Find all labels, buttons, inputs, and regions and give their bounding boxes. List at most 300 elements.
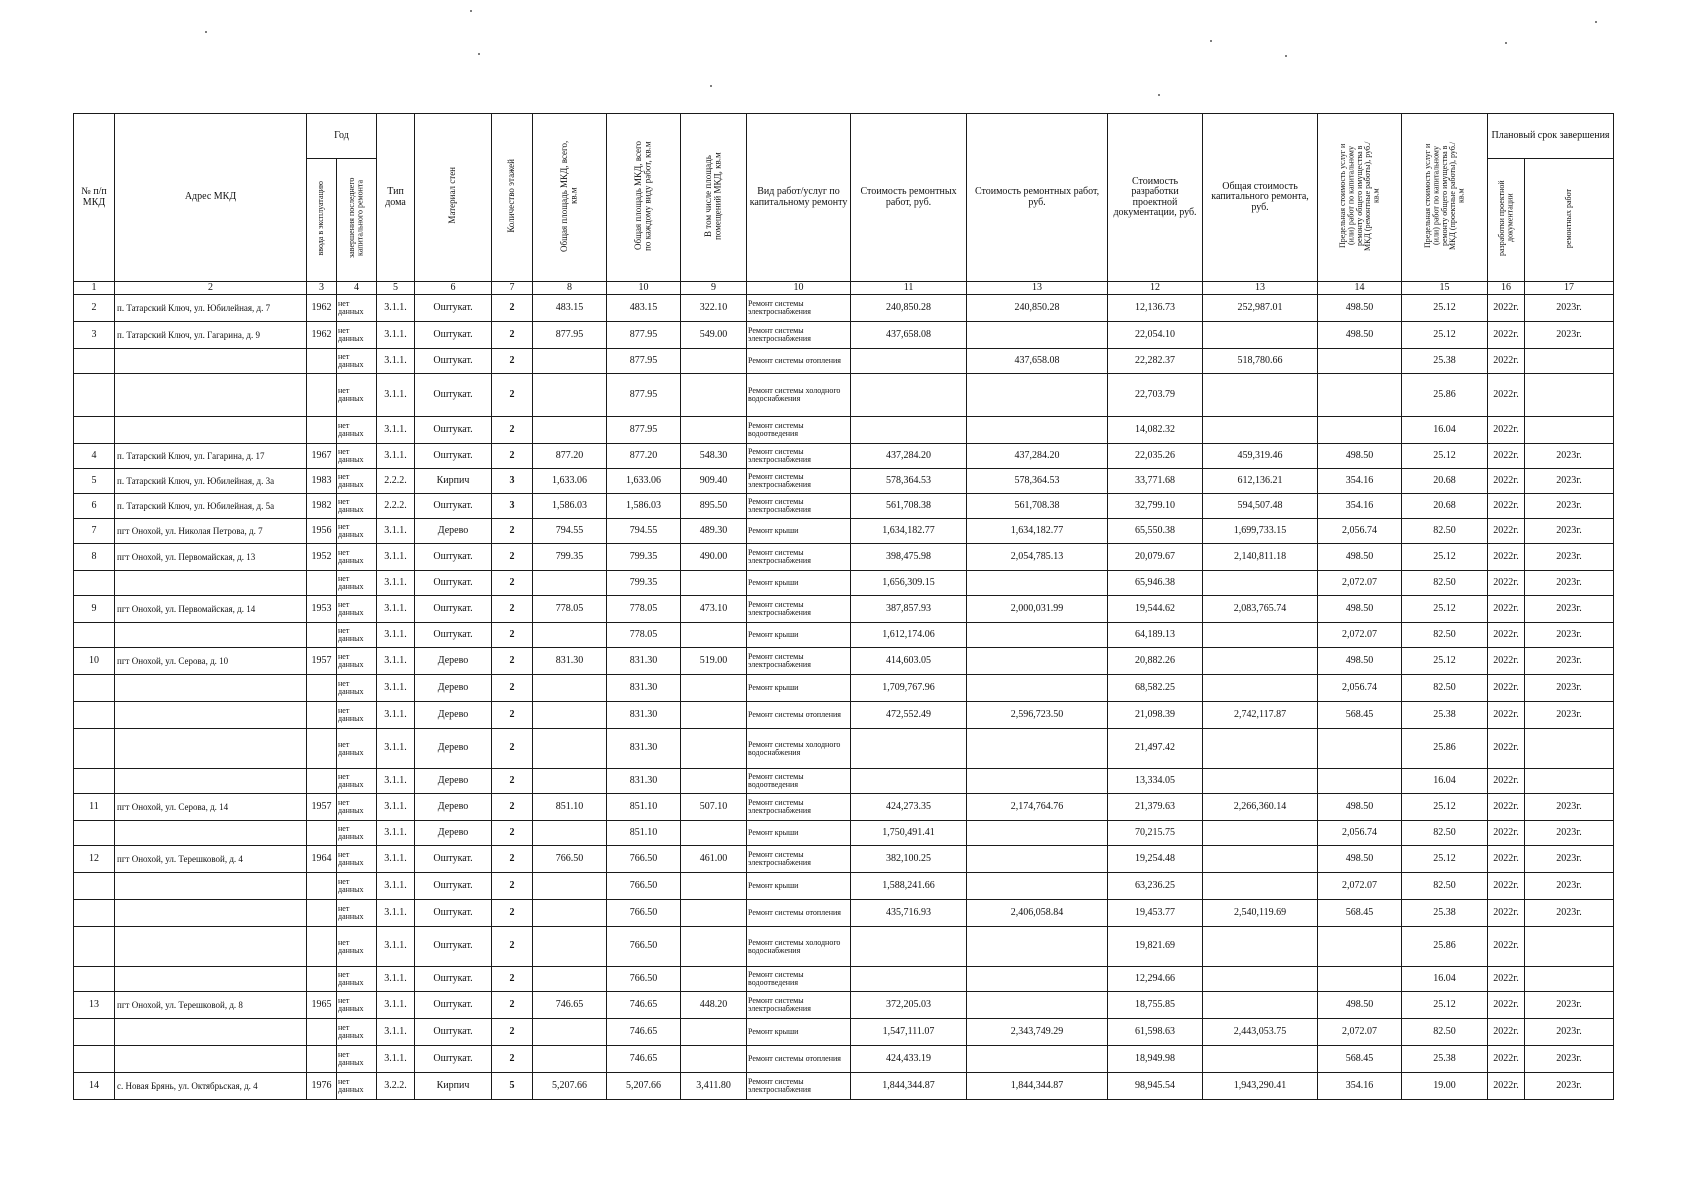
cell-house-type: 3.2.2.: [377, 1073, 415, 1100]
cell-year-last-repair: нет данных: [337, 675, 377, 702]
cell-total-cost: [1203, 322, 1318, 349]
cell-repair-cost: 1,656,309.15: [851, 571, 967, 596]
cell-work-type: Ремонт системы холодного водоснабжения: [747, 374, 851, 417]
cell-repair-cost-total: 2,343,749.29: [967, 1019, 1108, 1046]
cell-house-type: 3.1.1.: [377, 544, 415, 571]
cell-deadline-repair: 2023г.: [1525, 571, 1614, 596]
cell-total-cost: [1203, 648, 1318, 675]
cell-limit-design: 82.50: [1402, 571, 1488, 596]
cell-premises-area: 461.00: [681, 846, 747, 873]
cell-year-last-repair: нет данных: [337, 729, 377, 769]
cell-house-type: 3.1.1.: [377, 322, 415, 349]
cell-floors: 2: [492, 675, 533, 702]
cell-area-by-work: 746.65: [607, 992, 681, 1019]
cell-year-last-repair: нет данных: [337, 469, 377, 494]
cell-house-type: 3.1.1.: [377, 927, 415, 967]
cell-total-area: [533, 873, 607, 900]
cell-wall-material: Кирпич: [415, 1073, 492, 1100]
cell-house-type: 2.2.2.: [377, 494, 415, 519]
cell-total-area: [533, 900, 607, 927]
cell-premises-area: 489.30: [681, 519, 747, 544]
cell-total-area: 851.10: [533, 794, 607, 821]
table-row: [74, 729, 1614, 769]
cell-limit-repair: 568.45: [1318, 702, 1402, 729]
cell-total-cost: 459,319.46: [1203, 444, 1318, 469]
cell-house-type: 3.1.1.: [377, 702, 415, 729]
cell-limit-design: 25.12: [1402, 992, 1488, 1019]
cell-year-last-repair: нет данных: [337, 794, 377, 821]
cell-house-type: 3.1.1.: [377, 967, 415, 992]
cell-house-type: 3.1.1.: [377, 769, 415, 794]
cell-deadline-repair: 2023г.: [1525, 1073, 1614, 1100]
cell-house-type: 3.1.1.: [377, 794, 415, 821]
cell-limit-design: 25.12: [1402, 648, 1488, 675]
cell-wall-material: Дерево: [415, 519, 492, 544]
cell-repair-cost: 424,273.35: [851, 794, 967, 821]
cell-area-by-work: 877.20: [607, 444, 681, 469]
cell-address: п. Татарский Ключ, ул. Юбилейная, д. 7: [115, 295, 307, 322]
cell-row-number: [74, 873, 115, 900]
cell-row-number: [74, 702, 115, 729]
cell-premises-area: [681, 821, 747, 846]
cell-repair-cost-total: 2,596,723.50: [967, 702, 1108, 729]
cell-deadline-repair: [1525, 374, 1614, 417]
column-number: 4: [337, 282, 377, 295]
cell-year-commission: [307, 349, 337, 374]
cell-wall-material: Оштукат.: [415, 846, 492, 873]
cell-floors: 2: [492, 967, 533, 992]
table-row: [74, 821, 1614, 846]
cell-house-type: 3.1.1.: [377, 992, 415, 1019]
header-design-cost: Стоимость разработки проектной документации, руб.: [1108, 114, 1203, 282]
cell-premises-area: 490.00: [681, 544, 747, 571]
table-row: [74, 648, 1614, 675]
cell-total-area: 1,586.03: [533, 494, 607, 519]
cell-total-area: [533, 967, 607, 992]
scan-speck: [470, 10, 472, 12]
cell-limit-repair: 498.50: [1318, 444, 1402, 469]
cell-deadline-design: 2022г.: [1488, 967, 1525, 992]
cell-year-commission: 1976: [307, 1073, 337, 1100]
cell-deadline-repair: 2023г.: [1525, 821, 1614, 846]
cell-total-area: 831.30: [533, 648, 607, 675]
cell-total-area: 794.55: [533, 519, 607, 544]
cell-row-number: [74, 675, 115, 702]
cell-limit-design: 25.86: [1402, 729, 1488, 769]
cell-premises-area: [681, 967, 747, 992]
cell-repair-cost-total: [967, 769, 1108, 794]
cell-design-cost: 22,054.10: [1108, 322, 1203, 349]
cell-limit-design: 20.68: [1402, 469, 1488, 494]
table-row: [74, 927, 1614, 967]
cell-repair-cost-total: 561,708.38: [967, 494, 1108, 519]
cell-repair-cost-total: [967, 927, 1108, 967]
cell-work-type: Ремонт системы электроснабжения: [747, 295, 851, 322]
cell-repair-cost-total: 1,634,182.77: [967, 519, 1108, 544]
cell-house-type: 3.1.1.: [377, 873, 415, 900]
cell-deadline-design: 2022г.: [1488, 821, 1525, 846]
cell-limit-repair: 2,072.07: [1318, 623, 1402, 648]
cell-limit-design: 25.12: [1402, 846, 1488, 873]
cell-limit-repair: [1318, 967, 1402, 992]
cell-deadline-repair: 2023г.: [1525, 1046, 1614, 1073]
cell-design-cost: 18,755.85: [1108, 992, 1203, 1019]
header-total-area: Общая площадь МКД, всего, кв.м: [533, 114, 607, 282]
cell-year-last-repair: нет данных: [337, 702, 377, 729]
cell-deadline-design: 2022г.: [1488, 648, 1525, 675]
cell-house-type: 3.1.1.: [377, 729, 415, 769]
cell-total-area: [533, 675, 607, 702]
cell-address: пгт Онохой, ул. Серова, д. 14: [115, 794, 307, 821]
cell-total-area: [533, 729, 607, 769]
header-area-by-work: Общая площадь МКД, всего по каждому виду работ, кв.м: [607, 114, 681, 282]
cell-house-type: 3.1.1.: [377, 519, 415, 544]
cell-deadline-design: 2022г.: [1488, 900, 1525, 927]
cell-total-cost: [1203, 821, 1318, 846]
cell-repair-cost-total: 2,406,058.84: [967, 900, 1108, 927]
cell-limit-design: 82.50: [1402, 519, 1488, 544]
cell-repair-cost-total: 2,054,785.13: [967, 544, 1108, 571]
cell-wall-material: Кирпич: [415, 469, 492, 494]
cell-work-type: Ремонт системы электроснабжения: [747, 846, 851, 873]
cell-total-area: 5,207.66: [533, 1073, 607, 1100]
cell-year-last-repair: нет данных: [337, 322, 377, 349]
cell-row-number: [74, 374, 115, 417]
cell-year-last-repair: нет данных: [337, 295, 377, 322]
cell-floors: 2: [492, 900, 533, 927]
cell-premises-area: [681, 873, 747, 900]
cell-floors: 3: [492, 469, 533, 494]
cell-deadline-design: 2022г.: [1488, 623, 1525, 648]
cell-design-cost: 19,821.69: [1108, 927, 1203, 967]
cell-repair-cost: [851, 769, 967, 794]
cell-total-cost: 252,987.01: [1203, 295, 1318, 322]
cell-repair-cost-total: [967, 648, 1108, 675]
scan-speck: [205, 31, 207, 33]
cell-deadline-design: 2022г.: [1488, 702, 1525, 729]
cell-deadline-repair: 2023г.: [1525, 648, 1614, 675]
cell-year-commission: [307, 873, 337, 900]
cell-area-by-work: 766.50: [607, 873, 681, 900]
cell-year-last-repair: нет данных: [337, 769, 377, 794]
cell-floors: 5: [492, 1073, 533, 1100]
cell-floors: 2: [492, 519, 533, 544]
cell-house-type: 2.2.2.: [377, 469, 415, 494]
cell-total-area: [533, 623, 607, 648]
cell-premises-area: [681, 1019, 747, 1046]
cell-address: пгт Онохой, ул. Первомайская, д. 13: [115, 544, 307, 571]
cell-total-cost: [1203, 927, 1318, 967]
cell-repair-cost-total: [967, 729, 1108, 769]
cell-deadline-repair: 2023г.: [1525, 596, 1614, 623]
cell-row-number: [74, 349, 115, 374]
header-premises-area: В том числе площадь помещений МКД, кв.м: [681, 114, 747, 282]
cell-work-type: Ремонт системы электроснабжения: [747, 444, 851, 469]
cell-row-number: 14: [74, 1073, 115, 1100]
cell-floors: 2: [492, 992, 533, 1019]
cell-house-type: 3.1.1.: [377, 571, 415, 596]
table-body: [74, 295, 1614, 1100]
table-row: [74, 846, 1614, 873]
column-number: 10: [747, 282, 851, 295]
cell-work-type: Ремонт крыши: [747, 519, 851, 544]
cell-area-by-work: 851.10: [607, 821, 681, 846]
header-year-last-repair: завершения последнего капитального ремонта: [337, 159, 377, 282]
cell-repair-cost-total: [967, 322, 1108, 349]
cell-repair-cost-total: [967, 571, 1108, 596]
cell-deadline-repair: [1525, 417, 1614, 444]
table-row: [74, 469, 1614, 494]
cell-deadline-design: 2022г.: [1488, 374, 1525, 417]
cell-row-number: 11: [74, 794, 115, 821]
cell-repair-cost: 437,284.20: [851, 444, 967, 469]
cell-floors: 2: [492, 702, 533, 729]
header-material: Материал стен: [415, 114, 492, 282]
cell-work-type: Ремонт системы водоотведения: [747, 769, 851, 794]
cell-house-type: 3.1.1.: [377, 295, 415, 322]
cell-row-number: [74, 967, 115, 992]
header-limit-repair: Предельная стоимость услуг и (или) работ по капитальному ремонту общего имущества в МКД (ремонтные работы), руб./кв.м: [1318, 114, 1402, 282]
cell-repair-cost: [851, 729, 967, 769]
cell-year-last-repair: нет данных: [337, 1019, 377, 1046]
cell-year-commission: 1982: [307, 494, 337, 519]
cell-area-by-work: 877.95: [607, 322, 681, 349]
cell-design-cost: 65,946.38: [1108, 571, 1203, 596]
cell-total-cost: 1,699,733.15: [1203, 519, 1318, 544]
cell-deadline-repair: 2023г.: [1525, 675, 1614, 702]
cell-premises-area: 548.30: [681, 444, 747, 469]
cell-year-last-repair: нет данных: [337, 992, 377, 1019]
cell-limit-repair: 2,056.74: [1318, 675, 1402, 702]
cell-limit-repair: 354.16: [1318, 494, 1402, 519]
cell-limit-repair: 354.16: [1318, 469, 1402, 494]
cell-premises-area: 895.50: [681, 494, 747, 519]
cell-deadline-repair: 2023г.: [1525, 873, 1614, 900]
cell-floors: 2: [492, 648, 533, 675]
cell-area-by-work: 851.10: [607, 794, 681, 821]
cell-address: [115, 675, 307, 702]
column-number: 8: [533, 282, 607, 295]
cell-deadline-repair: 2023г.: [1525, 702, 1614, 729]
cell-total-cost: 2,742,117.87: [1203, 702, 1318, 729]
column-number: 5: [377, 282, 415, 295]
cell-total-cost: 2,443,053.75: [1203, 1019, 1318, 1046]
cell-limit-design: 25.12: [1402, 596, 1488, 623]
cell-address: пгт Онохой, ул. Серова, д. 10: [115, 648, 307, 675]
cell-repair-cost: 472,552.49: [851, 702, 967, 729]
cell-deadline-repair: 2023г.: [1525, 444, 1614, 469]
cell-deadline-design: 2022г.: [1488, 494, 1525, 519]
cell-repair-cost-total: 240,850.28: [967, 295, 1108, 322]
cell-limit-repair: 2,072.07: [1318, 1019, 1402, 1046]
cell-year-commission: 1952: [307, 544, 337, 571]
header-year: Год: [307, 114, 377, 159]
cell-limit-repair: 2,072.07: [1318, 571, 1402, 596]
cell-deadline-design: 2022г.: [1488, 349, 1525, 374]
cell-total-area: 799.35: [533, 544, 607, 571]
cell-repair-cost: 424,433.19: [851, 1046, 967, 1073]
table-row: [74, 1046, 1614, 1073]
cell-repair-cost-total: [967, 967, 1108, 992]
cell-design-cost: 70,215.75: [1108, 821, 1203, 846]
table-row: [74, 769, 1614, 794]
cell-row-number: [74, 927, 115, 967]
scan-speck: [1505, 42, 1507, 44]
cell-floors: 2: [492, 544, 533, 571]
column-number: 13: [967, 282, 1108, 295]
cell-work-type: Ремонт системы холодного водоснабжения: [747, 927, 851, 967]
column-number: 3: [307, 282, 337, 295]
cell-work-type: Ремонт системы электроснабжения: [747, 596, 851, 623]
column-number: 10: [607, 282, 681, 295]
cell-floors: 2: [492, 623, 533, 648]
table-row: [74, 322, 1614, 349]
cell-limit-repair: 568.45: [1318, 900, 1402, 927]
cell-design-cost: 65,550.38: [1108, 519, 1203, 544]
cell-limit-design: 25.86: [1402, 927, 1488, 967]
cell-work-type: Ремонт системы отопления: [747, 702, 851, 729]
cell-total-area: [533, 927, 607, 967]
cell-wall-material: Оштукат.: [415, 900, 492, 927]
cell-year-last-repair: нет данных: [337, 444, 377, 469]
cell-floors: 2: [492, 417, 533, 444]
cell-design-cost: 21,379.63: [1108, 794, 1203, 821]
table-row: [74, 992, 1614, 1019]
cell-deadline-design: 2022г.: [1488, 469, 1525, 494]
cell-area-by-work: 799.35: [607, 571, 681, 596]
cell-limit-repair: [1318, 927, 1402, 967]
cell-design-cost: 13,334.05: [1108, 769, 1203, 794]
cell-year-commission: 1967: [307, 444, 337, 469]
cell-repair-cost: [851, 349, 967, 374]
cell-premises-area: 473.10: [681, 596, 747, 623]
cell-year-commission: 1957: [307, 648, 337, 675]
cell-deadline-design: 2022г.: [1488, 571, 1525, 596]
cell-deadline-repair: 2023г.: [1525, 623, 1614, 648]
column-number: 13: [1203, 282, 1318, 295]
cell-floors: 2: [492, 444, 533, 469]
cell-floors: 2: [492, 322, 533, 349]
cell-work-type: Ремонт системы отопления: [747, 1046, 851, 1073]
cell-design-cost: 64,189.13: [1108, 623, 1203, 648]
cell-row-number: 2: [74, 295, 115, 322]
cell-house-type: 3.1.1.: [377, 417, 415, 444]
cell-design-cost: 22,035.26: [1108, 444, 1203, 469]
cell-row-number: [74, 821, 115, 846]
header-limit-design: Предельная стоимость услуг и (или) работ по капитальному ремонту общего имущества в МКД (проектные работы), руб./кв.м: [1402, 114, 1488, 282]
cell-limit-repair: [1318, 729, 1402, 769]
cell-row-number: [74, 900, 115, 927]
cell-total-cost: [1203, 967, 1318, 992]
cell-deadline-repair: 2023г.: [1525, 519, 1614, 544]
header-year-commission: ввода в эксплуатацию: [307, 159, 337, 282]
cell-total-area: 766.50: [533, 846, 607, 873]
cell-row-number: [74, 623, 115, 648]
cell-row-number: 13: [74, 992, 115, 1019]
cell-year-last-repair: нет данных: [337, 596, 377, 623]
cell-deadline-design: 2022г.: [1488, 675, 1525, 702]
cell-repair-cost-total: [967, 623, 1108, 648]
cell-area-by-work: 831.30: [607, 648, 681, 675]
cell-area-by-work: 766.50: [607, 900, 681, 927]
cell-total-area: [533, 1046, 607, 1073]
column-number: 9: [681, 282, 747, 295]
cell-deadline-design: 2022г.: [1488, 873, 1525, 900]
cell-area-by-work: 778.05: [607, 596, 681, 623]
cell-design-cost: 18,949.98: [1108, 1046, 1203, 1073]
cell-year-last-repair: нет данных: [337, 927, 377, 967]
cell-deadline-design: 2022г.: [1488, 295, 1525, 322]
cell-deadline-repair: 2023г.: [1525, 794, 1614, 821]
cell-total-area: 483.15: [533, 295, 607, 322]
cell-year-last-repair: нет данных: [337, 967, 377, 992]
header-repair-cost-total: Стоимость ремонтных работ, руб.: [967, 114, 1108, 282]
cell-limit-repair: [1318, 417, 1402, 444]
cell-repair-cost: 414,603.05: [851, 648, 967, 675]
cell-year-last-repair: нет данных: [337, 349, 377, 374]
cell-address: [115, 769, 307, 794]
cell-design-cost: 19,544.62: [1108, 596, 1203, 623]
cell-repair-cost: [851, 927, 967, 967]
cell-repair-cost: 437,658.08: [851, 322, 967, 349]
cell-repair-cost: 578,364.53: [851, 469, 967, 494]
cell-limit-repair: [1318, 349, 1402, 374]
cell-work-type: Ремонт крыши: [747, 623, 851, 648]
cell-deadline-repair: 2023г.: [1525, 1019, 1614, 1046]
table-row: [74, 519, 1614, 544]
cell-house-type: 3.1.1.: [377, 846, 415, 873]
column-number: 15: [1402, 282, 1488, 295]
cell-area-by-work: 1,633.06: [607, 469, 681, 494]
cell-wall-material: Дерево: [415, 675, 492, 702]
cell-design-cost: 33,771.68: [1108, 469, 1203, 494]
cell-deadline-design: 2022г.: [1488, 322, 1525, 349]
cell-design-cost: 22,282.37: [1108, 349, 1203, 374]
cell-deadline-design: 2022г.: [1488, 596, 1525, 623]
cell-deadline-repair: 2023г.: [1525, 494, 1614, 519]
cell-year-commission: [307, 769, 337, 794]
header-repair-cost: Стоимость ремонтных работ, руб.: [851, 114, 967, 282]
cell-address: [115, 927, 307, 967]
cell-work-type: Ремонт системы отопления: [747, 349, 851, 374]
table-row: [74, 571, 1614, 596]
cell-total-cost: [1203, 729, 1318, 769]
cell-address: [115, 349, 307, 374]
cell-total-area: [533, 417, 607, 444]
cell-wall-material: Оштукат.: [415, 444, 492, 469]
cell-wall-material: Дерево: [415, 729, 492, 769]
cell-deadline-repair: [1525, 769, 1614, 794]
cell-design-cost: 12,294.66: [1108, 967, 1203, 992]
cell-work-type: Ремонт системы водоотведения: [747, 417, 851, 444]
cell-floors: 2: [492, 729, 533, 769]
cell-floors: 3: [492, 494, 533, 519]
cell-address: пгт Онохой, ул. Первомайская, д. 14: [115, 596, 307, 623]
cell-floors: 2: [492, 927, 533, 967]
cell-design-cost: 63,236.25: [1108, 873, 1203, 900]
cell-total-area: 778.05: [533, 596, 607, 623]
cell-year-last-repair: нет данных: [337, 417, 377, 444]
cell-year-commission: [307, 374, 337, 417]
cell-total-cost: 612,136.21: [1203, 469, 1318, 494]
cell-total-area: [533, 702, 607, 729]
scan-speck: [478, 53, 480, 55]
cell-total-area: [533, 571, 607, 596]
cell-limit-repair: 498.50: [1318, 846, 1402, 873]
cell-deadline-repair: 2023г.: [1525, 544, 1614, 571]
column-number: 14: [1318, 282, 1402, 295]
cell-area-by-work: 766.50: [607, 927, 681, 967]
